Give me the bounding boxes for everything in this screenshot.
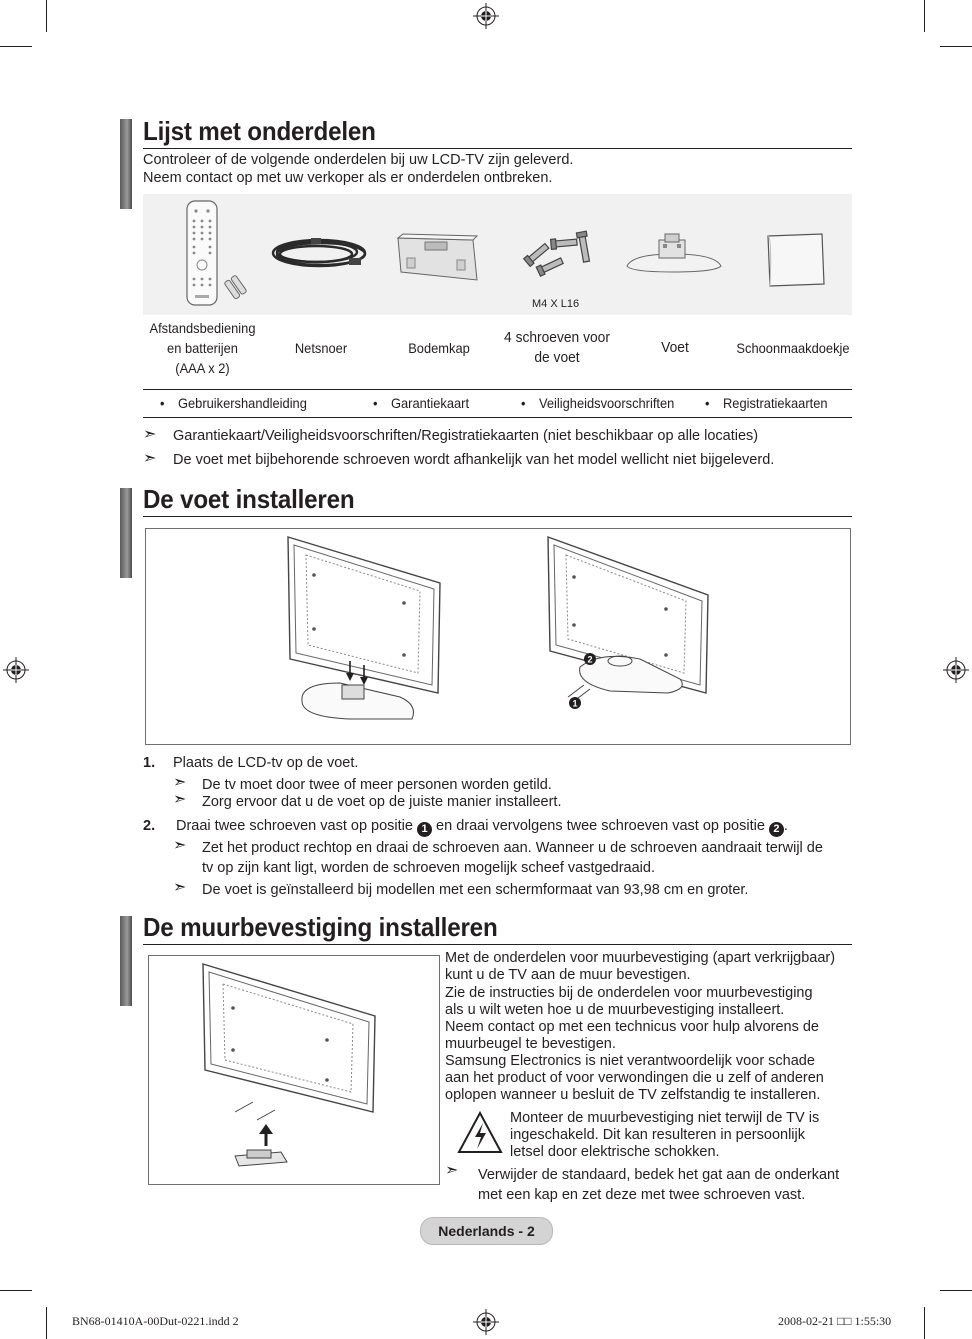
remote-control-icon: [182, 199, 252, 309]
parts-intro-line-1: Controleer of de volgende onderdelen bij uw LCD-TV zijn geleverd.: [143, 152, 574, 168]
section-bar-stand: [120, 488, 132, 578]
wall-paragraph-1: Met de onderdelen voor muurbevestiging (apart verkrijgbaar) kunt u de TV aan de muur bevestigen.: [445, 950, 836, 983]
doc-item-manual: Gebruikershandleiding: [178, 395, 307, 411]
section-bar-wall: [120, 916, 132, 1006]
position-1-marker: 1: [572, 698, 578, 709]
part-label-remote: Afstandsbediening en batterijen (AAA x 2): [149, 320, 256, 376]
tv-on-stand-illustration-1: [280, 533, 450, 738]
crop-mark-bottom-right: [924, 1307, 925, 1339]
wall-mount-illustration: [195, 960, 385, 1170]
section-title-wall: De muurbevestiging installeren: [143, 912, 498, 942]
tv-on-stand-illustration-2: [540, 533, 720, 738]
position-1-badge: 1: [417, 822, 432, 837]
part-label-screws: 4 schroeven voor de voet: [504, 329, 610, 366]
note-arrow-icon: ➣: [173, 774, 187, 791]
crop-mark-right-top: [940, 46, 972, 47]
part-label-cloth: Schoonmaakdoekje: [736, 340, 850, 356]
page-number-badge: Nederlands - 2: [420, 1217, 553, 1245]
screws-icon: [520, 230, 595, 280]
footer-file-name: BN68-01410A-00Dut-0221.indd 2: [72, 1314, 239, 1328]
registration-mark-right-icon: [943, 657, 969, 683]
section-rule-stand: [143, 516, 852, 517]
note-arrow-icon: ➣: [445, 1162, 459, 1179]
parts-note-2: De voet met bijbehorende schroeven wordt afhankelijk van het model wellicht niet bijgeleverd.: [173, 452, 775, 468]
section-rule-wall: [143, 944, 852, 945]
stand-step-2: Draai twee schroeven vast op positie 1 en draai vervolgens twee schroeven vast op positie 2 .: [176, 818, 788, 835]
step-number: 2.: [143, 818, 156, 834]
power-cord-icon: [267, 228, 372, 278]
stand-step-2-note-2: De voet is geïnstalleerd bij modellen met een schermformaat van 93,98 cm en groter.: [202, 882, 749, 898]
section-rule-parts: [143, 148, 852, 149]
note-arrow-icon: ➣: [173, 791, 187, 808]
part-label-bottom-cover: Bodemkap: [408, 340, 470, 356]
wall-paragraph-2: Zie de instructies bij de onderdelen voor muurbevestiging als u wilt weten hoe u de muurbevestiging installeert. Neem contact op met een technicus voor hulp alvorens de muurbeugel te bevestigen. Samsung Electronics is niet verantwoordelijk voor schade aan het product of voor verwondingen die u zelf of anderen oplopen wanneer u besluit de TV zelfstandig te installeren.: [445, 985, 824, 1103]
registration-mark-bottom-icon: [473, 1309, 499, 1335]
bullet-marker: •: [705, 395, 710, 411]
screw-spec-label: M4 X L16: [532, 298, 580, 310]
doc-item-registration: Registratiekaarten: [723, 395, 828, 411]
note-arrow-icon: ➣: [143, 450, 157, 467]
documents-list: [143, 389, 852, 418]
wall-warning: Monteer de muurbevestiging niet terwijl de TV is ingeschakeld. Dit kan resulteren in persoonlijk letsel door elektrische schokken.: [510, 1110, 820, 1160]
crop-mark-left-top: [0, 46, 32, 47]
crop-mark-left-bottom: [0, 1290, 32, 1291]
crop-mark-top-left: [46, 0, 47, 32]
section-title-stand: De voet installeren: [143, 484, 355, 514]
bullet-marker: •: [373, 395, 378, 411]
parts-note-1: Garantiekaart/Veiligheidsvoorschriften/Registratiekaarten (niet beschikbaar op alle locaties): [173, 428, 759, 444]
stand-step-1-note-1: De tv moet door twee of meer personen worden getild.: [202, 777, 552, 793]
bullet-marker: •: [521, 395, 526, 411]
footer-timestamp: 2008-02-21 □□ 1:55:30: [778, 1314, 892, 1328]
doc-item-warranty: Garantiekaart: [391, 395, 470, 411]
stand-step-2-note-1b: tv op zijn kant ligt, worden de schroeven mogelijk scheef vastgedraaid.: [202, 860, 655, 876]
section-title-parts: Lijst met onderdelen: [143, 116, 376, 146]
cleaning-cloth-icon: [764, 232, 828, 288]
section-bar-parts: [120, 119, 132, 209]
position-2-badge: 2: [769, 822, 784, 837]
part-label-stand: Voet: [661, 339, 689, 356]
parts-intro-line-2: Neem contact op met uw verkoper als er onderdelen ontbreken.: [143, 170, 553, 186]
stand-icon: [623, 232, 725, 278]
step-number: 1.: [143, 755, 156, 771]
bottom-cover-icon: [393, 228, 483, 288]
doc-item-safety: Veiligheidsvoorschriften: [539, 395, 675, 411]
wall-note: Verwijder de standaard, bedek het gat aan de onderkant met een kap en zet deze met twee schroeven vast.: [478, 1167, 840, 1203]
crop-mark-bottom-left: [46, 1307, 47, 1339]
note-arrow-icon: ➣: [143, 426, 157, 443]
note-arrow-icon: ➣: [173, 879, 187, 896]
stand-illustration-box: [145, 528, 851, 745]
part-label-power-cord: Netsnoer: [294, 340, 348, 356]
position-2-marker: 2: [587, 654, 593, 665]
crop-mark-right-bottom: [940, 1290, 972, 1291]
stand-step-1-note-2: Zorg ervoor dat u de voet op de juiste manier installeert.: [202, 794, 562, 810]
note-arrow-icon: ➣: [173, 837, 187, 854]
crop-mark-top-right: [924, 0, 925, 32]
stand-step-2-note-1a: Zet het product rechtop en draai de schroeven aan. Wanneer u de schroeven aandraait terwijl de: [202, 840, 823, 856]
registration-mark-top-icon: [473, 3, 499, 29]
electric-shock-warning-icon: [457, 1111, 503, 1155]
stand-step-1: Plaats de LCD-tv op de voet.: [173, 755, 359, 771]
bullet-marker: •: [160, 395, 165, 411]
registration-mark-left-icon: [3, 657, 29, 683]
